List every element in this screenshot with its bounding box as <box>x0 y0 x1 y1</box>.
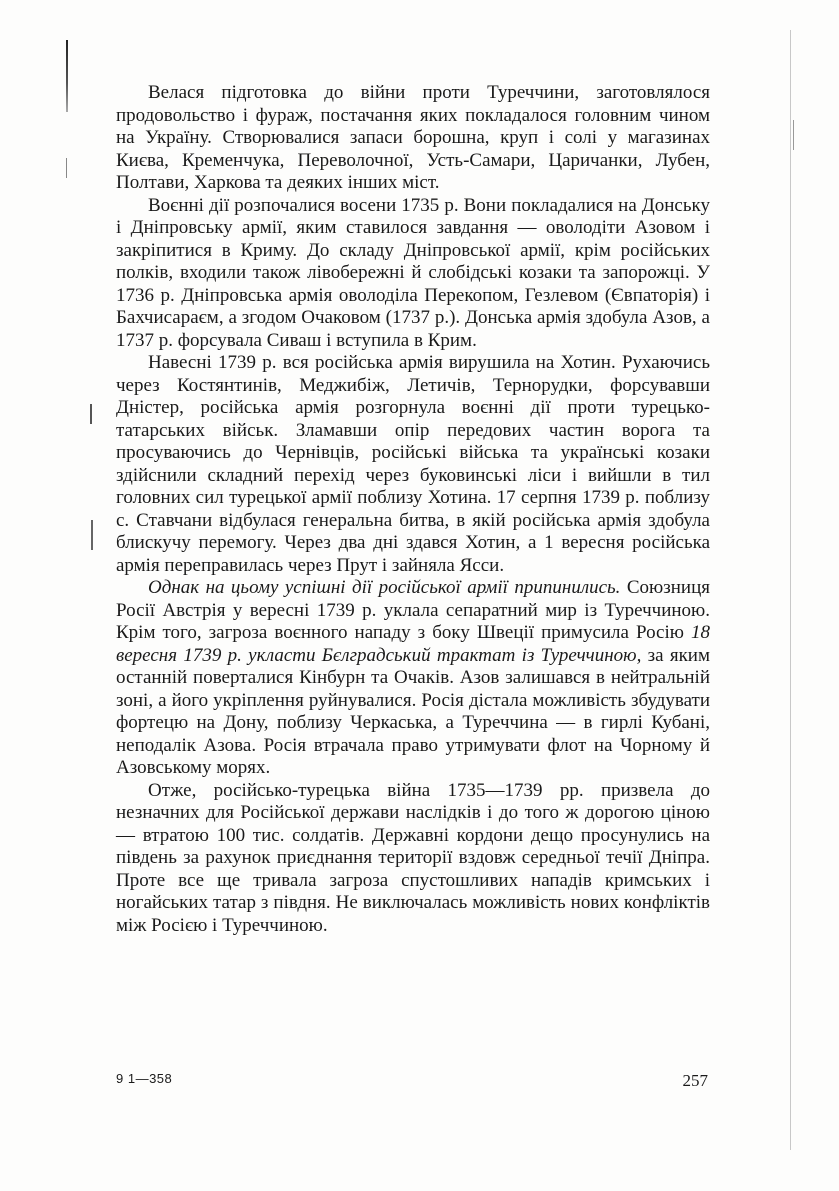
printer-signature: 9 1—358 <box>116 1071 173 1086</box>
scan-margin-mark <box>90 404 92 424</box>
italic-text-segment: 18 вересня 1739 р. укласти Бєлградський трактат із Туреччиною, <box>116 622 710 666</box>
italic-text-segment: Однак на цьому успішні дії російської армії припинились. <box>148 577 621 598</box>
page-number: 257 <box>682 1071 708 1090</box>
paragraph <box>116 352 710 577</box>
text-segment: Отже, російсько-турецька війна 1735—1739 рр. призвела до незначних для Російської держави наслідків і до того ж дорогою ціною — втратою 100 тис. солдатів. Державні кордони дещо просунулись на південь за рахунок приєднання території вздовж середньої течії Дніпра. Проте все ще тривала загроза спустошливих нападів кримських і ногайських татар з півдня. Не виключалась можливість нових конфліктів між Росією і Туреччиною. <box>116 779 710 936</box>
page-footer <box>116 1071 708 1093</box>
text-segment: Союзниця Росії Австрія у вересні 1739 р. уклала сепаратний мир із Туреччиною. Крім того, загроза воєнного нападу з боку Швеції примусила Росію <box>116 577 710 643</box>
paragraph <box>116 780 710 938</box>
text-segment: Воєнні дії розпочалися восени 1735 р. Вони покладалися на Донську і Дніпровську армії, яким ставилося завдання — оволодіти Азовом і закріпитися в Криму. До складу Дніпровської армії, крім російських полків, входили також лівобережні й слобідські козаки та запорожці. У 1736 р. Дніпровська армія оволоділа Перекопом, Гезлевом (Євпаторія) і Бахчисараєм, а згодом Очаковом (1737 р.). Донська армія здобула Азов, а 1737 р. форсувала Сиваш і вступила в Крим. <box>116 194 710 351</box>
scan-margin-mark <box>91 520 93 550</box>
scan-edge-line <box>790 30 791 1150</box>
text-segment: за яким останній поверталися Кінбурн та Очаків. Азов залишався в нейтральній зоні, а його укріплення руйнувалися. Росія дістала можливість збудувати фортецю на Дону, поблизу Черкаська, а Туреччина — в гирлі Кубані, неподалік Азова. Росія втрачала право утримувати флот на Чорному й Азовському морях. <box>116 644 710 778</box>
scan-margin-mark <box>793 120 794 150</box>
paragraph <box>116 577 710 780</box>
scan-margin-mark <box>66 158 67 178</box>
scan-margin-mark <box>66 40 68 112</box>
paragraph <box>116 195 710 353</box>
paragraph <box>116 82 710 195</box>
text-segment: Велася підготовка до війни проти Туреччини, заготовлялося продовольство і фураж, постачання яких покладалося головним чином на Україну. Створювалися запаси борошна, круп і солі у магазинах Києва, Кременчука, Переволочної, Усть-Самари, Царичанки, Лубен, Полтави, Харкова та деяких інших міст. <box>116 82 710 193</box>
body-text <box>116 82 710 937</box>
text-segment: Навесні 1739 р. вся російська армія вирушила на Хотин. Рухаючись через Костянтинів, Меджибіж, Летичів, Тернорудки, форсувавши Дністер, російська армія розгорнула воєнні дії проти турецько-татарських військ. Зламавши опір передових частин ворога та просуваючись до Чернівців, російські війська та українські козаки здійснили складний перехід через буковинські ліси і вийшли в тил головних сил турецької армії поблизу Хотина. 17 серпня 1739 р. поблизу с. Ставчани відбулася генеральна битва, в якій російська армія здобула блискучу перемогу. Через два дні здався Хотин, а 1 вересня російська армія переправилась через Прут і зайняла Ясси. <box>116 352 710 576</box>
